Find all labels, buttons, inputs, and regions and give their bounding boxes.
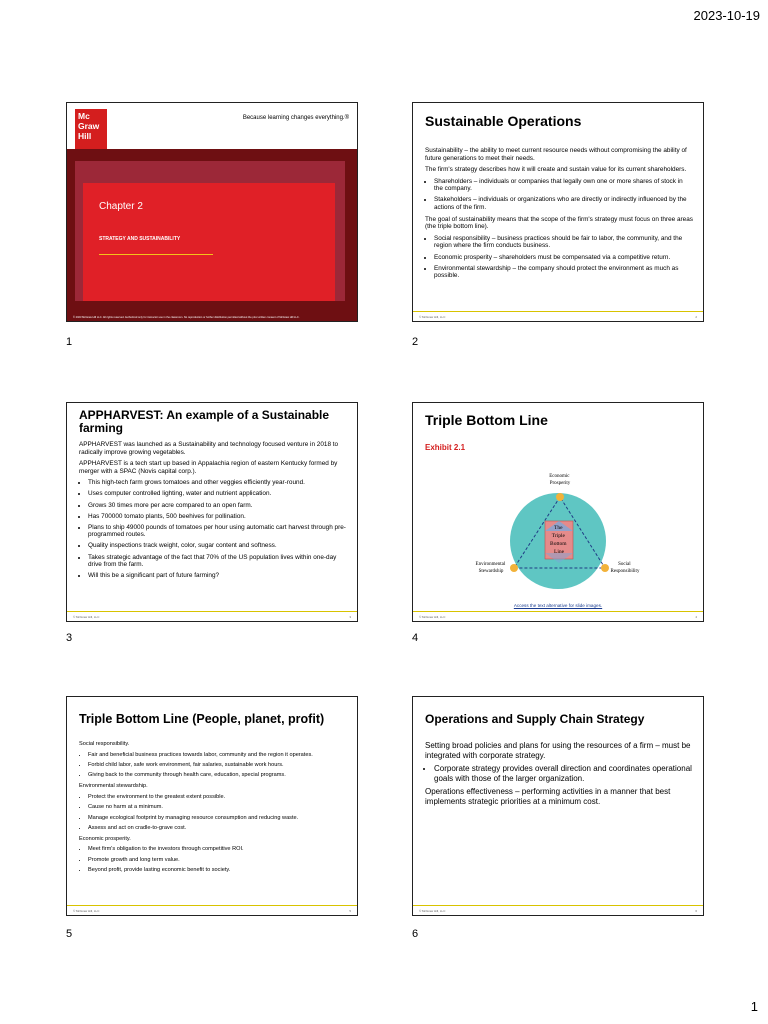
bullet-item: • Will this be a significant part of future farming?	[88, 572, 347, 580]
exhibit-label: Exhibit 2.1	[425, 443, 466, 452]
text-alternative-link[interactable]: Access the text alternative for slide images.	[513, 603, 603, 608]
footer-rule	[413, 905, 703, 906]
bullet-item: • Promote growth and long term value.	[88, 857, 347, 864]
bullet-item: • Cause no harm at a minimum.	[88, 804, 347, 811]
label-line: Environmental	[475, 562, 506, 567]
logo-line: Mc	[78, 111, 90, 121]
triple-bottom-line-diagram	[413, 403, 704, 622]
slide-footer: © McGraw Hill, LLC	[419, 909, 446, 913]
label-line: Economic	[549, 474, 570, 479]
bullet-item: • Assess and act on cradle-to-grave cost.	[88, 825, 347, 832]
slide-footer-number: 6	[695, 909, 697, 913]
bullet-item: • Manage ecological footprint by managing resource consumption and reducing waste.	[88, 815, 347, 822]
tagline: Because learning changes everything.®	[242, 115, 349, 121]
slide-number-label: 4	[412, 632, 419, 644]
bullet-item: • Quality inspections track weight, color, sugar content and softness.	[88, 542, 347, 550]
label-line: Stewardship	[478, 569, 504, 574]
slide-footer-number: 4	[695, 615, 697, 619]
copyright-notice: © 2023 McGraw Hill LLC. All rights reserved. Authorized only for instructor use in the classroom. No reproduction or further distribution permitted without the prior written consent of McGraw Hill LLC.	[73, 316, 300, 319]
bullet-item: • Environmental stewardship – the company should protect the environment as much as possible.	[434, 265, 693, 280]
center-label-line: Triple	[551, 533, 565, 539]
bullet-item: • This high-tech farm grows tomatoes and other veggies efficiently year-round.	[88, 479, 347, 487]
center-label-line: Line	[553, 549, 565, 555]
slide-header-band	[67, 103, 357, 149]
section-heading: Social responsibility.	[79, 741, 130, 747]
paragraph: Operations effectiveness – performing activities in a manner that best implements strategic priorities at a minimum cost.	[425, 787, 671, 806]
bullet-item: • Corporate strategy provides overall direction and coordinates operational goals with those of the larger organization.	[434, 764, 693, 783]
paragraph: The firm's strategy describes how it will create and sustain value for its current shareholders.	[425, 166, 687, 174]
title-underline	[99, 254, 213, 255]
environmental-stewardship-label	[476, 562, 507, 574]
slide-footer: © McGraw Hill, LLC	[419, 315, 446, 319]
bullet-item: • Has 700000 tomato plants, 500 beehives for pollination.	[88, 513, 347, 521]
bullet-item: • Plans to ship 49000 pounds of tomatoes per hour using automatic cart harvest through pre-programmed routes.	[88, 524, 347, 539]
economic-prosperity-label	[549, 474, 571, 486]
section-heading: Environmental stewardship.	[79, 783, 148, 790]
bullet-list	[425, 235, 693, 280]
footer-rule	[67, 611, 357, 612]
slide-number-label: 6	[412, 928, 419, 940]
slide-footer: © McGraw Hill, LLC	[419, 615, 446, 619]
paragraph: APPHARVEST was launched as a Sustainability and technology focused venture in 2018 to radically improve growing vegetables.	[79, 441, 339, 456]
slide-thumbnail-3[interactable]	[66, 402, 358, 622]
bullet-item: • Fair and beneficial business practices towards labor, community and the region it operates.	[88, 752, 347, 759]
bullet-item: • Takes strategic advantage of the fact that 70% of the US population lives within one-day drive from the farm.	[88, 554, 347, 569]
footer-rule	[67, 905, 357, 906]
bullet-item: • Shareholders – individuals or companies that legally own one or more shares of stock in the company.	[434, 178, 693, 193]
slide-title: Triple Bottom Line	[425, 412, 548, 428]
slide-number-label: 5	[66, 928, 73, 940]
bullet-item: • Giving back to the community through health care, education, special programs.	[88, 772, 347, 779]
bullet-list	[79, 752, 347, 779]
paragraph: Setting broad policies and plans for using the resources of a firm – must be integrated with corporate strategy.	[425, 741, 691, 760]
slide-title: Operations and Supply Chain Strategy	[425, 712, 645, 726]
bullet-list	[79, 479, 347, 579]
page-number: 1	[750, 999, 758, 1014]
node-top	[556, 493, 564, 501]
bullet-item: • Uses computer controlled lighting, water and nutrient application.	[88, 490, 347, 498]
slide-thumbnail-1[interactable]	[66, 102, 358, 322]
logo-line: Graw	[78, 121, 100, 131]
bullet-list	[425, 764, 693, 783]
bullet-item: • Meet firm's obligation to the investors through competitive ROI.	[88, 846, 347, 853]
node-right	[601, 564, 609, 572]
paragraph: The goal of sustainability means that the scope of the firm's strategy must focus on three areas (the triple bottom line).	[425, 215, 693, 231]
slide-thumbnail-4[interactable]	[412, 402, 704, 622]
slide-title: APPHARVEST: An example of a Sustainable farming	[79, 408, 330, 435]
paragraph: APPHARVEST is a tech start up based in Appalachia region of eastern Kentucky formed by merger with a SPAC (Novis capital corp.).	[79, 460, 338, 475]
social-responsibility-label	[611, 562, 640, 574]
slide-footer-number: 2	[695, 315, 697, 319]
bullet-item: • Social responsibility – business practices should be fair to labor, the community, and the region where the firm conducts business.	[434, 235, 693, 250]
label-line: Social	[618, 562, 631, 567]
bullet-item: • Economic prosperity – shareholders must be compensated via a competitive return.	[434, 254, 693, 262]
footer-rule	[413, 311, 703, 312]
slide-thumbnail-5[interactable]	[66, 696, 358, 916]
bullet-item: • Forbid child labor, safe work environment, fair salaries, sustainable work hours.	[88, 762, 347, 769]
slide-number-label: 3	[66, 632, 73, 644]
slide-title: Triple Bottom Line (People, planet, profit)	[79, 712, 325, 726]
slide-thumbnail-6[interactable]	[412, 696, 704, 916]
bullet-item: • Protect the environment to the greatest extent possible.	[88, 794, 347, 801]
slide-footer: © McGraw Hill, LLC	[73, 615, 100, 619]
slide-body	[425, 147, 693, 284]
slide-footer-number: 5	[349, 909, 351, 913]
bullet-list	[79, 794, 347, 832]
slide-number-label: 2	[412, 336, 419, 348]
slide-footer: © McGraw Hill, LLC	[73, 909, 100, 913]
footer-rule	[413, 611, 703, 612]
label-line: Prosperity	[549, 481, 571, 486]
section-heading: Economic prosperity.	[79, 835, 131, 842]
chapter-title: Chapter 2	[99, 201, 143, 212]
logo-line: Hill	[78, 131, 92, 141]
chapter-subtitle: STRATEGY AND SUSTAINABILITY	[99, 236, 181, 242]
slide-title: Sustainable Operations	[425, 113, 582, 129]
bullet-item: • Stakeholders – individuals or organizations who are directly or indirectly influenced by the actions of the firm.	[434, 196, 693, 211]
slide-thumbnail-2[interactable]	[412, 102, 704, 322]
label-line: Responsibility	[610, 569, 640, 574]
bullet-item: • Beyond profit, provide lasting economic benefit to society.	[88, 867, 347, 874]
mcgraw-hill-logo	[75, 109, 107, 149]
paragraph: Sustainability – the ability to meet current resource needs without compromising the ability of future generations to meet their needs.	[425, 147, 687, 162]
slide-body	[79, 441, 347, 584]
bullet-item: • Grows 30 times more per acre compared to an open farm.	[88, 502, 347, 510]
center-label-line: Bottom	[550, 541, 567, 547]
bullet-list	[79, 846, 347, 873]
slide-body	[79, 741, 347, 878]
node-left	[510, 564, 518, 572]
bullet-list	[425, 178, 693, 212]
print-date: 2023-10-19	[693, 8, 760, 23]
slide-footer-number: 3	[349, 615, 351, 619]
slide-body	[425, 741, 693, 811]
center-label-line: The	[554, 525, 563, 531]
slide-number-label: 1	[66, 336, 73, 348]
